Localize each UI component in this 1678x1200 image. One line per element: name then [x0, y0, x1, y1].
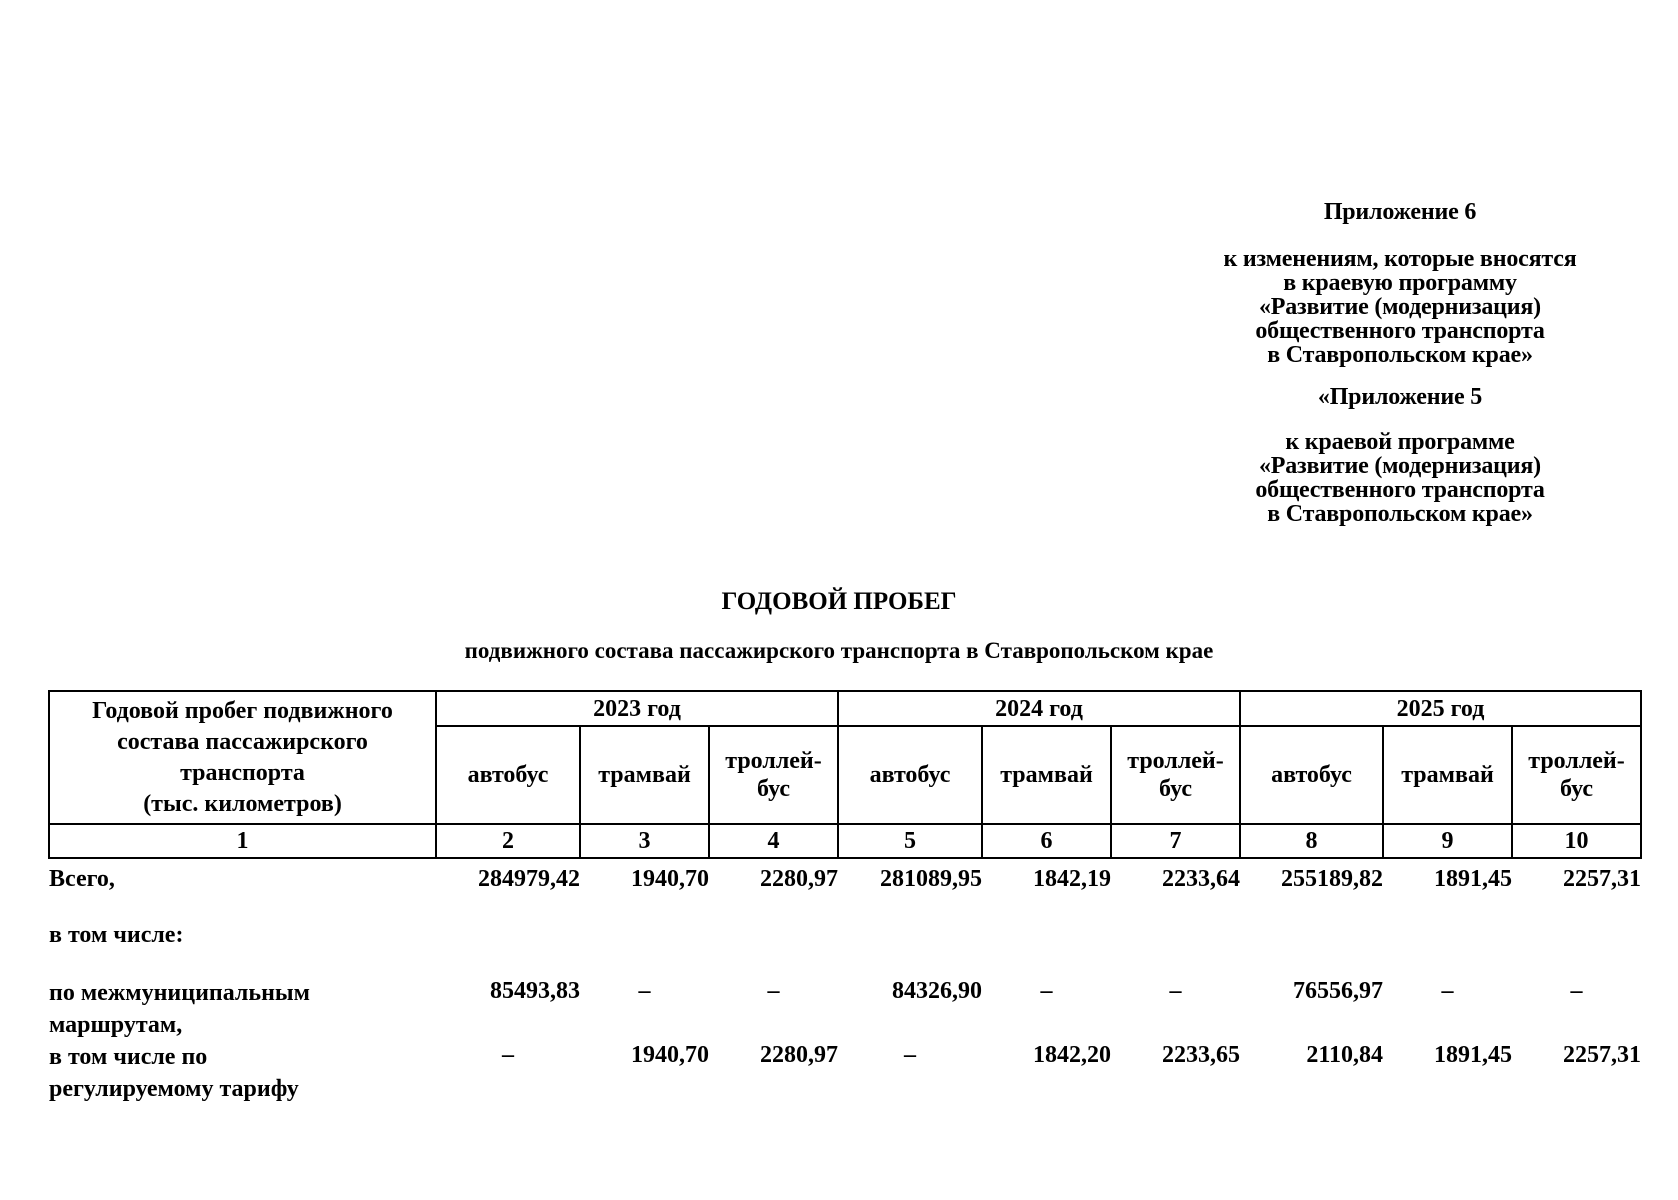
header-year-2024: 2024 год	[838, 691, 1240, 726]
table-row	[49, 977, 1641, 1041]
header-type-tram: трамвай	[580, 726, 709, 824]
table-row	[49, 858, 1641, 921]
cell-value: 2257,31	[1563, 866, 1641, 892]
cell-value: 2233,64	[1162, 866, 1240, 892]
cell-value: –	[1169, 978, 1182, 1004]
column-number: 5	[838, 824, 982, 858]
column-number: 4	[709, 824, 838, 858]
trolleybus-line: троллей-	[725, 748, 822, 774]
cell-value: 2280,97	[760, 1042, 838, 1068]
cell-value: 284979,42	[478, 866, 580, 892]
cell-value	[1240, 921, 1383, 977]
inner-appendix-line: «Развитие (модернизация)	[1259, 453, 1541, 479]
cell-value	[580, 921, 709, 977]
inner-appendix-line: к краевой программе	[1285, 429, 1515, 455]
inner-appendix-title: «Приложение 5	[1317, 384, 1483, 410]
cell-value	[1111, 921, 1240, 977]
appendix-line: в Ставропольском крае»	[1267, 342, 1533, 368]
cell-value: –	[638, 978, 651, 1004]
row-label-line: по межмуниципальным	[49, 980, 310, 1006]
table-row	[49, 1041, 1641, 1107]
header-type-bus: автобус	[1240, 726, 1383, 824]
cell-value: 1891,45	[1434, 1042, 1512, 1068]
document-title: ГОДОВОЙ ПРОБЕГ	[721, 588, 957, 615]
header-type-trolleybus	[709, 726, 838, 824]
cell-value: 76556,97	[1293, 978, 1383, 1004]
header-line: (тыс. километров)	[143, 790, 342, 817]
cell-value: –	[1570, 978, 1583, 1004]
cell-value: 2257,31	[1563, 1042, 1641, 1068]
cell-value	[838, 921, 982, 977]
header-line: транспорта	[180, 759, 305, 786]
column-number: 1	[49, 824, 436, 858]
cell-value: 1891,45	[1434, 866, 1512, 892]
cell-value: 255189,82	[1281, 866, 1383, 892]
cell-value: 84326,90	[892, 978, 982, 1004]
column-number: 6	[982, 824, 1111, 858]
cell-value: 1940,70	[631, 1042, 709, 1068]
header-type-tram: трамвай	[1383, 726, 1512, 824]
header-line: Годовой пробег подвижного	[92, 697, 393, 724]
cell-value: 1842,20	[1033, 1042, 1111, 1068]
header-year-2023: 2023 год	[436, 691, 838, 726]
header-type-trolleybus	[1512, 726, 1641, 824]
header-type-tram: трамвай	[982, 726, 1111, 824]
cell-value	[1512, 921, 1641, 977]
trolleybus-line: бус	[1560, 776, 1593, 802]
cell-value: 2280,97	[760, 866, 838, 892]
row-label-line: маршрутам,	[49, 1012, 183, 1038]
cell-value: –	[904, 1042, 916, 1068]
column-number: 10	[1512, 824, 1641, 858]
cell-value: 281089,95	[880, 866, 982, 892]
cell-value	[1383, 921, 1512, 977]
appendix-line: общественного транспорта	[1255, 318, 1545, 344]
cell-value	[436, 921, 580, 977]
cell-value	[709, 921, 838, 977]
table-body	[49, 858, 1641, 1107]
appendix-title: Приложение 6	[1323, 199, 1477, 225]
mileage-table	[48, 690, 1642, 1107]
header-type-bus: автобус	[436, 726, 580, 824]
header-type-bus: автобус	[838, 726, 982, 824]
header-line: состава пассажирского	[117, 728, 368, 755]
appendix-block	[1160, 200, 1640, 526]
header-year-2025: 2025 год	[1240, 691, 1641, 726]
column-number: 9	[1383, 824, 1512, 858]
row-label-line: в том числе:	[49, 922, 184, 948]
header-type-trolleybus	[1111, 726, 1240, 824]
trolleybus-line: троллей-	[1127, 748, 1224, 774]
appendix-line: в краевую программу	[1283, 270, 1517, 296]
header-mileage-label	[49, 691, 436, 824]
appendix-line: «Развитие (модернизация)	[1259, 294, 1541, 320]
cell-value	[982, 921, 1111, 977]
inner-appendix-line: общественного транспорта	[1255, 477, 1545, 503]
document-subtitle: подвижного состава пассажирского транспорта в Ставропольском крае	[464, 638, 1214, 663]
cell-value: 1842,19	[1033, 866, 1111, 892]
cell-value: –	[502, 1042, 514, 1068]
row-label	[49, 921, 436, 977]
column-number: 7	[1111, 824, 1240, 858]
row-label-line: Всего,	[49, 866, 115, 892]
trolleybus-line: бус	[1159, 776, 1192, 802]
trolleybus-line: троллей-	[1528, 748, 1625, 774]
row-label-line: в том числе по	[49, 1044, 208, 1070]
row-label	[49, 1041, 436, 1107]
column-number: 8	[1240, 824, 1383, 858]
appendix-line: к изменениям, которые вносятся	[1223, 246, 1577, 272]
cell-value: –	[767, 978, 780, 1004]
column-number: 3	[580, 824, 709, 858]
trolleybus-line: бус	[757, 776, 790, 802]
row-label-line: регулируемому тарифу	[49, 1076, 299, 1102]
column-number: 2	[436, 824, 580, 858]
cell-value: 2110,84	[1306, 1042, 1383, 1068]
table-row	[49, 921, 1641, 977]
cell-value: 1940,70	[631, 866, 709, 892]
row-label	[49, 858, 436, 921]
cell-value: –	[1441, 978, 1454, 1004]
cell-value: 85493,83	[490, 978, 580, 1004]
cell-value: –	[1040, 978, 1053, 1004]
row-label	[49, 977, 436, 1041]
cell-value: 2233,65	[1162, 1042, 1240, 1068]
inner-appendix-line: в Ставропольском крае»	[1267, 501, 1533, 527]
